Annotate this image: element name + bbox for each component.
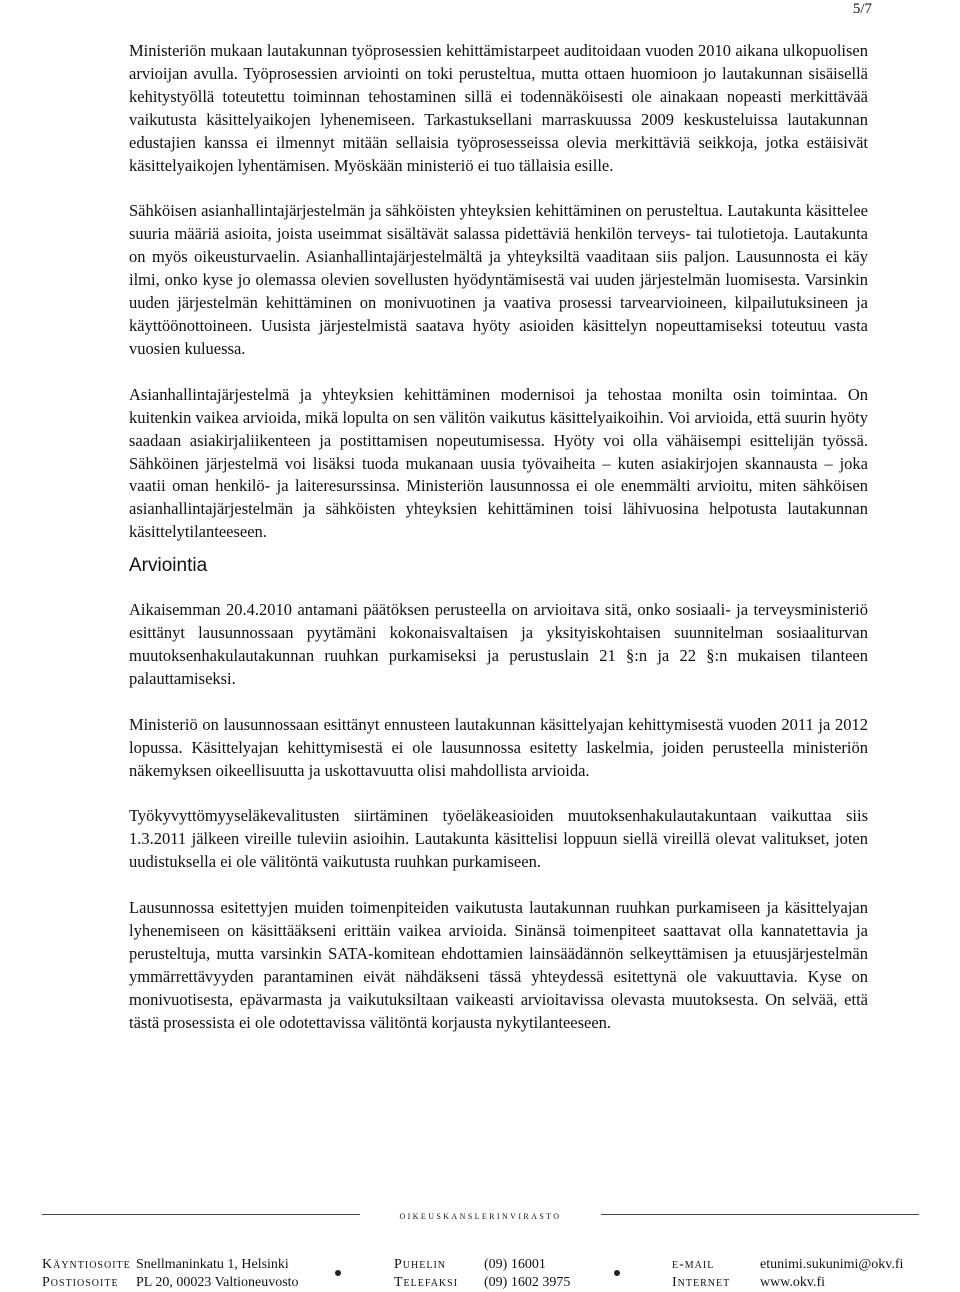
paragraph: Ministeriö on lausunnossaan esittänyt ennusteen lautakunnan käsittelyajan kehittymisestä vuoden 2011 ja 2012 lopussa. Käsittelyajan kehittymisestä ei ole lausunnossa esitetty laskelmia, joiden perusteella ministeriön näkemyksen oikeellisuutta ja uskottavuutta olisi mahdollista arvioida.: [129, 714, 868, 780]
separator-dot: [614, 1270, 620, 1276]
fax-label: Telefaksi: [394, 1275, 459, 1290]
footer-divider: [42, 1214, 360, 1215]
phone-value: (09) 16001: [484, 1257, 546, 1272]
paragraph: Lausunnossa esitettyjen muiden toimenpiteiden vaikutusta lautakunnan ruuhkan purkamiseen ja käsittelyajan lyhenemiseen on käsittääkseni erittäin vaikea arvioida. Sinänsä toimenpiteet saattavat olla kannatettavia ja perusteltuja, mutta varsinkin SATA-komitean ehdottamien lainsäädännön selkeyttämisen ja etuusjärjestelmän ymmärrettävyyden parantaminen eivät nähdäkseni tässä yhteydessä esitettynä ole vakuuttavia. Kyse on monivuotisesta, epävarmasta ja vaikutuksiltaan vaikeasti arvioitavissa olevasta muutoksesta. On selvää, että tästä prosessista ei ole odotettavissa välitöntä korjausta nykytilanteeseen.: [129, 898, 868, 1032]
postal-address-label: Postiosoite: [42, 1275, 119, 1290]
footer-divider: [601, 1214, 919, 1215]
separator-dot: [335, 1270, 341, 1276]
paragraph: Ministeriön mukaan lautakunnan työprosessien kehittämistarpeet auditoidaan vuoden 2010 aikana ulkopuolisen arvioijan avulla. Työprosessien arviointi on toki perusteltua, mutta ottaen huomioon jo lautakunnan sisäisellä kehitystyöllä toteutettu toiminnan tehostaminen sillä ei todennäköisesti ole ainakaan nopeasti merkittävää vaikutusta käsittelyaikojen lyhenemiseen. Tarkastuksellani marraskuussa 2009 keskusteluissa lautakunnan edustajien kanssa ei ilmennyt mitään sellaisia työprosesseissa olevia merkittäviä seikkoja, jotka estäisivät käsittelyaikojen lyhentämisen. Myöskään ministeriö ei tuo tällaisia esille.: [129, 41, 868, 175]
web-value: www.okv.fi: [760, 1275, 826, 1290]
visit-address-value: Snellmaninkatu 1, Helsinki: [136, 1257, 289, 1272]
phone-label: Puhelin: [394, 1257, 446, 1272]
visit-address-label: Käyntiosoite: [42, 1257, 131, 1272]
page-number: 5/7: [852, 1, 872, 17]
web-label: Internet: [672, 1275, 731, 1290]
paragraph: Aikaisemman 20.4.2010 antamani päätöksen perusteella on arvioitava sitä, onko sosiaali- ja terveysministeriö esittänyt lausunnossaan pyytämäni kokonaisvaltaisen ja yksityiskohtaisen suunnitelman sosiaaliturvan muutoksenhakulautakunnan ruuhkan purkamiseksi ja perustuslain 21 §:n ja 22 §:n mukaisen tilanteen palauttamiseksi.: [129, 600, 868, 688]
email-label: e-mail: [672, 1257, 715, 1272]
paragraph: Sähköisen asianhallintajärjestelmän ja sähköisten yhteyksien kehittäminen on perusteltua. Lautakunta käsittelee suuria määriä asioita, joista useimmat sisältävät salassa pidettäviä henkilön terveys- tai tulotietoja. Lautakunta on myös oikeusturvaelin. Asianhallintajärjestelmältä ja yhteyksiltä vaaditaan siis paljon. Lausunnosta ei käy ilmi, onko kyse jo olemassa olevien sovellusten hyödyntämisestä vai uuden järjestelmän luomisesta. Varsinkin uuden järjestelmän kehittäminen on monivuotinen ja vaativa prosessi tarvearvioineen, kilpailutuksineen ja käyttöönottoineen. Uusista järjestelmistä saatava hyöty asioiden käsittelyn nopeuttamiseksi toteutuu vasta vuosien kuluessa.: [129, 201, 868, 358]
email-value: etunimi.sukunimi@okv.fi: [760, 1257, 904, 1272]
postal-address-value: PL 20, 00023 Valtioneuvosto: [136, 1275, 299, 1290]
organization-name: oikeuskanslerinvirasto: [399, 1210, 562, 1222]
paragraph: Työkyvyttömyyseläkevalitusten siirtäminen työeläkeasioiden muutoksenhakulautakuntaan vaikuttaa siis 1.3.2011 jälkeen vireille tuleviin asioihin. Lautakunta käsittelisi loppuun siellä vireillä olevat valitukset, joten uudistuksella ei ole välitöntä vaikutusta ruuhkan purkamiseen.: [129, 806, 868, 872]
document-body: [129, 40, 868, 1035]
fax-value: (09) 1602 3975: [484, 1275, 571, 1290]
paragraph: Asianhallintajärjestelmä ja yhteyksien kehittäminen modernisoi ja tehostaa monilta osin toimintaa. On kuitenkin vaikea arvioida, mikä lopulta on sen välitön vaikutus käsittelyaikoihin. Voi arvioida, että suurin hyöty saadaan asiakirjaliikenteen ja postittamisen nopeutumisessa. Hyöty voi olla vähäisempi esittelijän työssä. Sähköinen järjestelmä voi lisäksi tuoda mukanaan uusia työvaiheita – kuten asiakirjojen skannausta – joka vaatii oman henkilö- ja laiteresurssinsa. Ministeriön lausunnossa ei ole enemmälti arvioitu, miten sähköisen asianhallintajärjestelmän ja sähköisten yhteyksien kehittäminen toisi lähivuosina helpotusta lautakunnan käsittelytilanteeseen.: [129, 384, 868, 542]
section-heading: Arviointia: [129, 555, 208, 577]
